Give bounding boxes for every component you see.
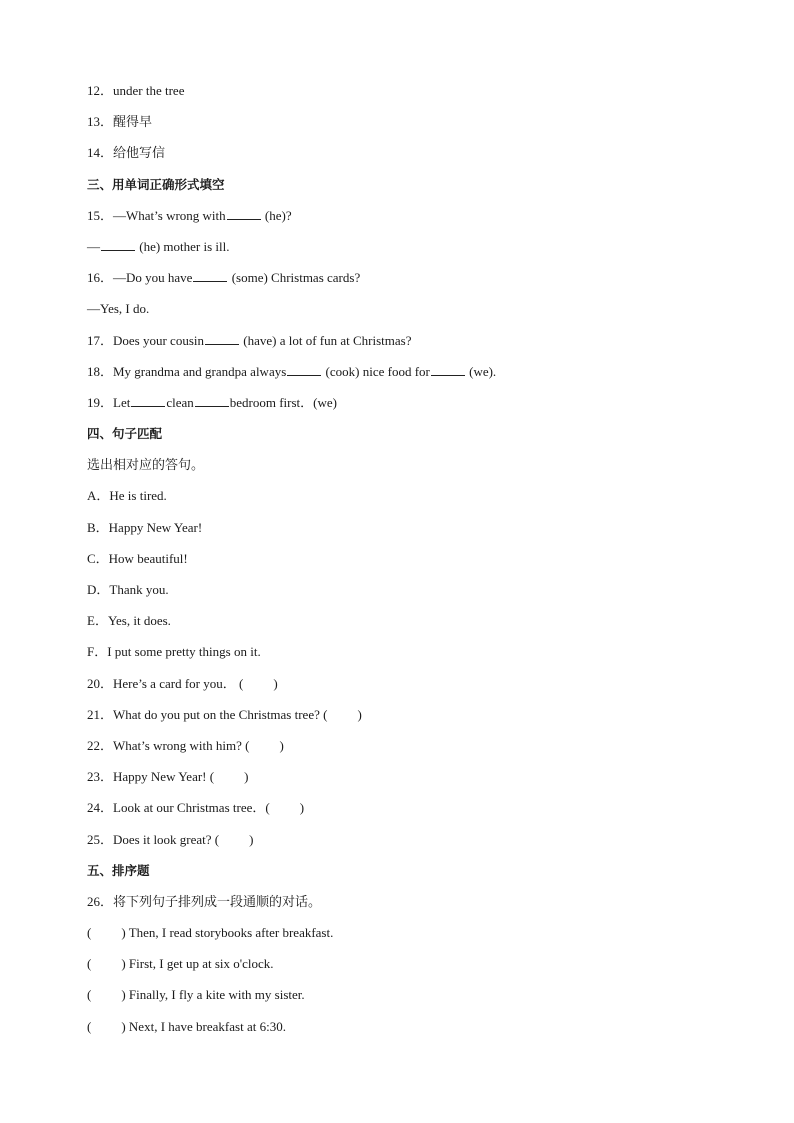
question-line <box>87 1016 727 1047</box>
line-text: ) <box>357 706 362 722</box>
question-line <box>87 111 727 142</box>
line-text: (cook) nice food for <box>322 363 430 379</box>
line-text: (he)? <box>261 207 292 223</box>
question-line <box>87 673 727 704</box>
question-line <box>87 953 727 984</box>
question-line <box>87 829 727 860</box>
line-text: 选出相对应的答句。 <box>87 457 205 473</box>
line-text: ) Finally, I fly a kite with my sister. <box>121 987 305 1003</box>
line-text: 12．under the tree <box>87 83 185 98</box>
line-text: F．I put some pretty things on it. <box>87 644 261 660</box>
line-text: 五、排序题 <box>87 862 150 878</box>
question-line <box>87 392 727 423</box>
question-line <box>87 922 727 953</box>
line-text: 23．Happy New Year! ( <box>87 769 215 785</box>
line-text: ) <box>244 769 249 785</box>
answer-blank[interactable] <box>205 330 239 345</box>
question-line <box>87 704 727 735</box>
line-text: —Yes, I do. <box>87 301 150 317</box>
line-text: 13．醒得早 <box>87 114 153 130</box>
question-line <box>87 361 727 392</box>
section-heading <box>87 174 727 205</box>
line-text: ) <box>249 831 254 847</box>
question-line <box>87 766 727 797</box>
question-line <box>87 298 727 329</box>
line-text: A．He is tired. <box>87 488 167 504</box>
question-line <box>87 205 727 236</box>
line-text: ) Next, I have breakfast at 6:30. <box>121 1018 286 1034</box>
section-heading <box>87 860 727 891</box>
line-text: ( <box>87 925 92 941</box>
question-line <box>87 579 727 610</box>
answer-blank[interactable] <box>431 361 465 376</box>
answer-blank[interactable] <box>227 205 261 220</box>
line-text: 25．Does it look great? ( <box>87 831 220 847</box>
line-text: ) Then, I read storybooks after breakfast. <box>121 925 334 941</box>
worksheet-page <box>87 80 727 1047</box>
question-line <box>87 548 727 579</box>
section-heading <box>87 423 727 454</box>
line-text: (we). <box>465 363 497 379</box>
line-text: 20．Here’s a card for you． ( <box>87 675 244 691</box>
question-line <box>87 267 727 298</box>
line-text: 15．—What’s wrong with <box>87 207 226 223</box>
line-text: 18．My grandma and grandpa always <box>87 363 287 379</box>
line-text: 16．—Do you have <box>87 270 193 286</box>
line-text: clean <box>166 394 194 410</box>
question-line <box>87 485 727 516</box>
line-text: 26．将下列句子排列成一段通顺的对话。 <box>87 893 322 909</box>
line-text: 四、句子匹配 <box>87 426 163 442</box>
line-text: — <box>87 238 100 254</box>
answer-blank[interactable] <box>287 361 321 376</box>
question-line <box>87 641 727 672</box>
line-text: bedroom first．(we) <box>229 394 337 410</box>
line-text: D．Thank you. <box>87 582 169 597</box>
line-text: 21．What do you put on the Christmas tree? ( <box>87 706 328 722</box>
line-text: B．Happy New Year! <box>87 519 203 535</box>
question-line <box>87 610 727 641</box>
question-line <box>87 454 727 485</box>
line-text: ) First, I get up at six o'clock. <box>121 956 274 972</box>
answer-blank[interactable] <box>193 267 227 282</box>
question-line <box>87 142 727 173</box>
line-text: ( <box>87 1018 92 1034</box>
answer-blank[interactable] <box>131 392 165 407</box>
line-text: 24．Look at our Christmas tree．( <box>87 800 270 816</box>
line-text: ( <box>87 956 92 972</box>
line-text: 14．给他写信 <box>87 145 166 161</box>
line-text: (have) a lot of fun at Christmas? <box>240 332 412 348</box>
answer-blank[interactable] <box>195 392 229 407</box>
line-text: 17．Does your cousin <box>87 332 204 348</box>
line-text: ) <box>299 800 305 816</box>
line-text: 三、用单词正确形式填空 <box>87 176 225 192</box>
line-text: ( <box>87 987 92 1003</box>
question-line <box>87 984 727 1015</box>
question-line <box>87 891 727 922</box>
question-line <box>87 236 727 267</box>
question-line <box>87 797 727 828</box>
line-text: ) <box>273 675 278 691</box>
line-text: (he) mother is ill. <box>136 238 230 254</box>
question-line <box>87 330 727 361</box>
line-text: E．Yes, it does. <box>87 613 171 629</box>
question-line <box>87 517 727 548</box>
question-line <box>87 735 727 766</box>
line-text: ) <box>279 737 284 753</box>
question-line <box>87 80 727 111</box>
line-text: 22．What’s wrong with him? ( <box>87 737 250 753</box>
line-text: 19．Let <box>87 394 131 410</box>
answer-blank[interactable] <box>101 236 135 251</box>
line-text: (some) Christmas cards? <box>228 270 361 286</box>
line-text: C．How beautiful! <box>87 550 188 566</box>
